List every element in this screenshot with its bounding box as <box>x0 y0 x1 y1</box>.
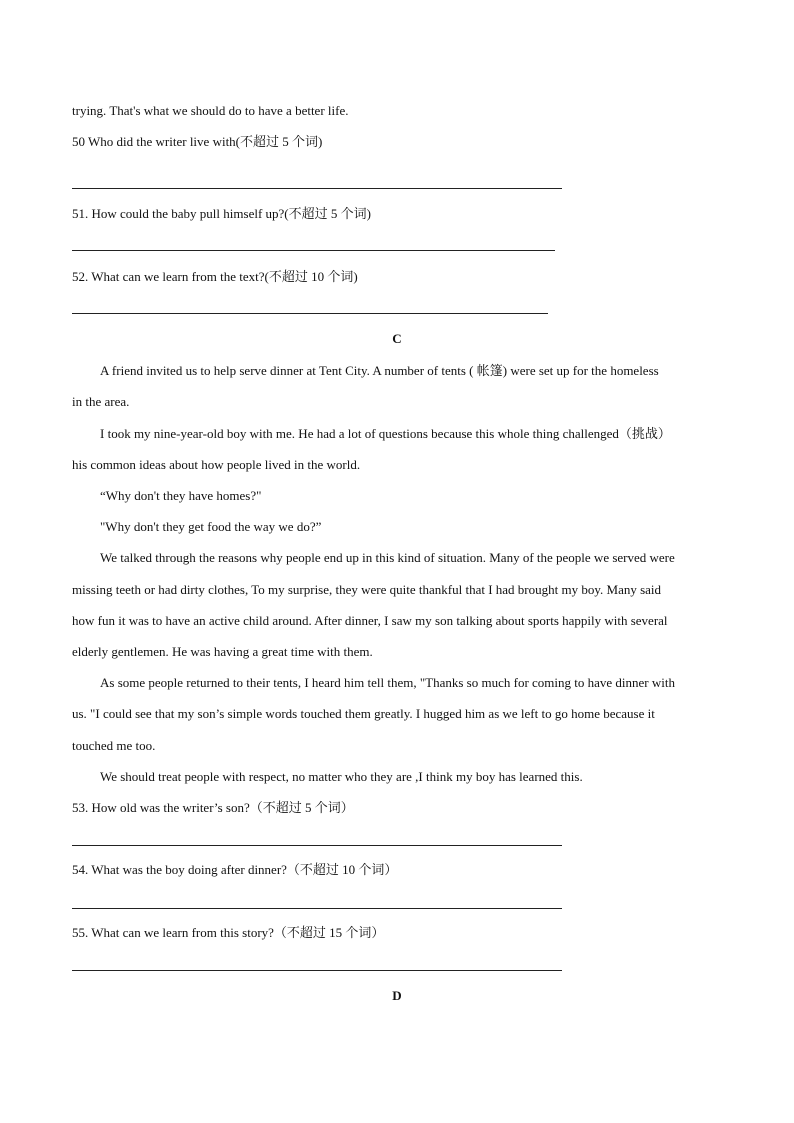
paragraph-6-line-3: touched me too. <box>72 738 156 753</box>
question-55: 55. What can we learn from this story?（不超过 15 个词） <box>72 925 385 940</box>
answer-line-54[interactable] <box>72 908 562 909</box>
answer-line-55[interactable] <box>72 970 562 971</box>
answer-line-52[interactable] <box>72 313 548 314</box>
paragraph-2-line-2: his common ideas about how people lived in the world. <box>72 457 361 472</box>
paragraph-5-line-2: missing teeth or had dirty clothes, To my surprise, they were quite thankful that I had brought my boy. Many said <box>72 582 662 597</box>
question-53: 53. How old was the writer’s son?（不超过 5 个词） <box>72 800 354 815</box>
section-heading-c: C <box>392 331 402 346</box>
paragraph-6-line-2: us. "I could see that my son’s simple words touched them greatly. I hugged him as we left to go home because it <box>72 706 655 721</box>
paragraph-5-line-4: elderly gentlemen. He was having a great time with them. <box>72 644 373 659</box>
section-heading-d: D <box>392 988 402 1003</box>
question-50: 50 Who did the writer live with(不超过 5 个词) <box>72 134 323 149</box>
answer-line-51[interactable] <box>72 250 555 251</box>
paragraph-1-line-2: in the area. <box>72 394 130 409</box>
question-54: 54. What was the boy doing after dinner?（不超过 10 个词） <box>72 862 398 877</box>
paragraph-1-line-1: A friend invited us to help serve dinner at Tent City. A number of tents ( 帐篷) were set up for the homeless <box>100 363 659 378</box>
question-51: 51. How could the baby pull himself up?(不超过 5 个词) <box>72 206 371 221</box>
question-52: 52. What can we learn from the text?(不超过 10 个词) <box>72 269 358 284</box>
paragraph-7: We should treat people with respect, no matter who they are ,I think my boy has learned this. <box>100 769 583 784</box>
paragraph-4: "Why don't they get food the way we do?” <box>100 519 322 534</box>
passage-continuation: trying. That's what we should do to have a better life. <box>72 103 349 118</box>
paragraph-2-line-1: I took my nine-year-old boy with me. He had a lot of questions because this whole thing challenged（挑战） <box>100 426 671 441</box>
answer-line-53[interactable] <box>72 845 562 846</box>
answer-line-50[interactable] <box>72 188 562 189</box>
paragraph-5-line-1: We talked through the reasons why people end up in this kind of situation. Many of the people we served were <box>100 550 675 565</box>
paragraph-5-line-3: how fun it was to have an active child around. After dinner, I saw my son talking about sports happily with several <box>72 613 668 628</box>
paragraph-3: “Why don't they have homes?" <box>100 488 262 503</box>
paragraph-6-line-1: As some people returned to their tents, I heard him tell them, "Thanks so much for coming to have dinner with <box>100 675 676 690</box>
